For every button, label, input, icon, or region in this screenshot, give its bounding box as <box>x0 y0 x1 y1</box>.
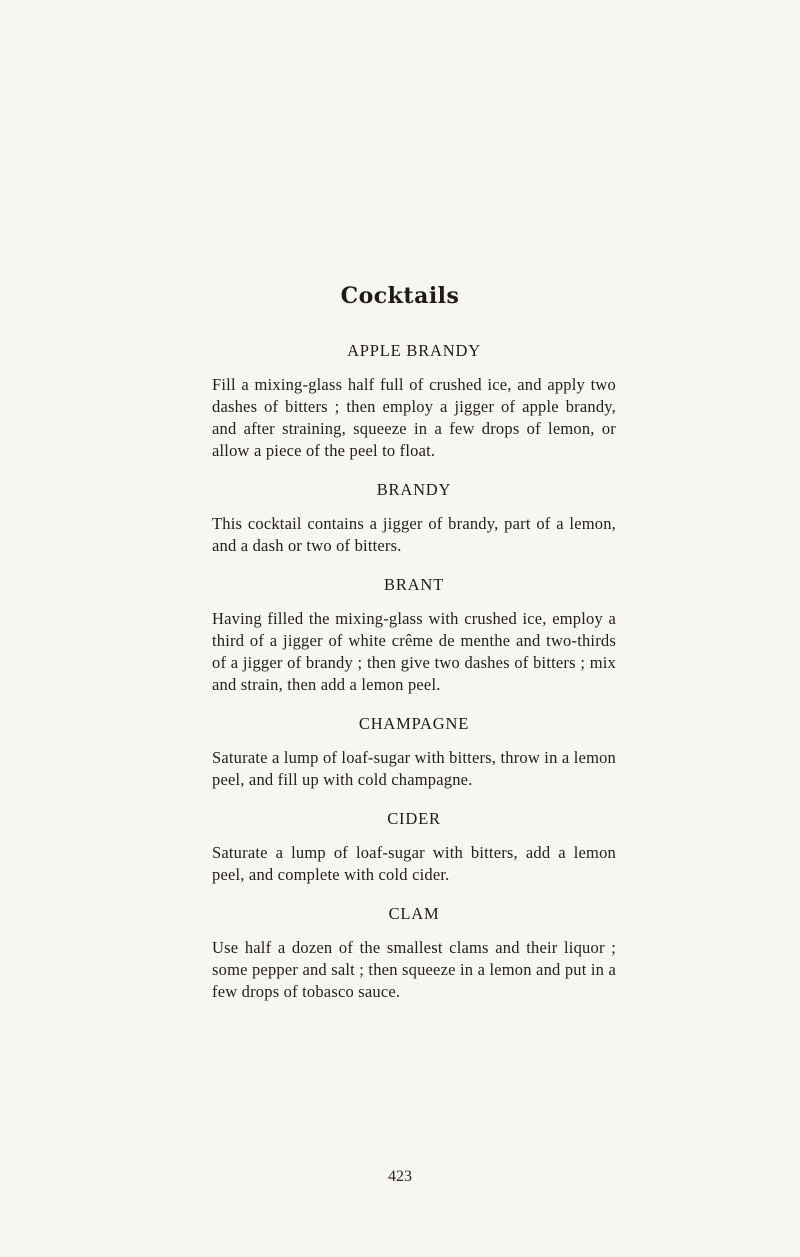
recipe-list <box>212 340 616 1020</box>
recipe-entry <box>212 574 616 696</box>
recipe-entry <box>212 808 616 886</box>
recipe-entry <box>212 479 616 557</box>
recipe-heading: BRANDY <box>376 480 452 499</box>
recipe-entry <box>212 713 616 791</box>
recipe-heading: CHAMPAGNE <box>358 714 470 733</box>
recipe-body: Fill a mixing-glass half full of crushed ice, and apply two dashes of bitters ; then employ a jigger of apple brandy, and after straining, squeeze in a few drops of lemon, or allow a piece of the peel to float. <box>212 375 616 460</box>
recipe-entry <box>212 340 616 462</box>
recipe-entry <box>212 903 616 1003</box>
recipe-heading: BRANT <box>384 575 444 594</box>
recipe-body: Saturate a lump of loaf-sugar with bitters, throw in a lemon peel, and fill up with cold champagne. <box>212 748 616 789</box>
recipe-body: Saturate a lump of loaf-sugar with bitters, add a lemon peel, and complete with cold cider. <box>212 843 616 884</box>
recipe-heading: CIDER <box>387 809 441 828</box>
section-title: Cocktails <box>340 283 460 309</box>
recipe-body: This cocktail contains a jigger of brandy, part of a lemon, and a dash or two of bitters. <box>212 514 616 555</box>
recipe-heading: CLAM <box>388 904 440 923</box>
page-number: 423 <box>388 1168 412 1185</box>
recipe-heading: APPLE BRANDY <box>347 341 481 360</box>
recipe-body: Use half a dozen of the smallest clams and their liquor ; some pepper and salt ; then squeeze in a lemon and put in a few drops of tobasco sauce. <box>212 938 616 1001</box>
recipe-body: Having filled the mixing-glass with crushed ice, employ a third of a jigger of white crême de menthe and two-thirds of a jigger of brandy ; then give two dashes of bitters ; mix and strain, then add a lemon peel. <box>212 609 616 694</box>
